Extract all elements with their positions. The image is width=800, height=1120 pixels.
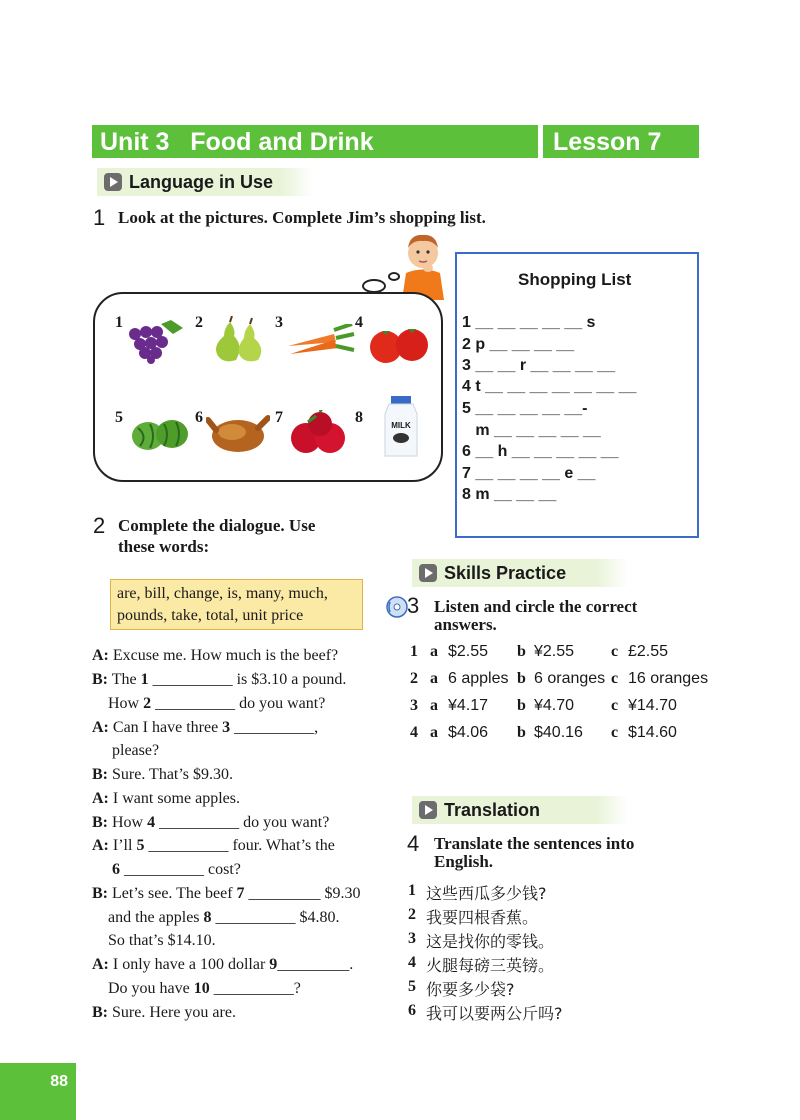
unit-title: Unit 3 Food and Drink: [92, 125, 538, 158]
apples-icon: [286, 410, 350, 456]
question-number: 4: [407, 831, 420, 856]
translation-number: 5: [408, 978, 416, 995]
section-tag-translation: [412, 796, 628, 824]
translation-sentence: 我可以要两公斤吗?: [426, 1004, 563, 1023]
picture-number: 6: [195, 409, 203, 426]
option-b[interactable]: ¥4.70: [534, 697, 575, 714]
translation-number: 1: [408, 882, 416, 899]
option-a-label: a: [430, 643, 438, 660]
option-b-label: b: [517, 643, 526, 660]
dialogue-line: B: Let’s see. The beef 7 _________ $9.30: [92, 885, 361, 902]
shopping-list-line: 2 p __ __ __ __: [462, 336, 575, 353]
question-instruction: Listen and circle the correct: [434, 597, 638, 616]
option-b[interactable]: $40.16: [534, 724, 583, 741]
question-instruction: Translate the sentences into: [434, 834, 635, 853]
option-a[interactable]: $4.06: [448, 724, 489, 741]
question-number: 2: [93, 513, 106, 538]
option-a[interactable]: $2.55: [448, 643, 489, 660]
translation-sentence: 这是找你的零钱。: [426, 932, 555, 951]
picture-number: 1: [115, 314, 123, 331]
question-number: 1: [93, 205, 106, 230]
thought-dot: [388, 272, 400, 281]
dialogue-line: A: Excuse me. How much is the beef?: [92, 647, 339, 664]
dialogue-line: A: Can I have three 3 __________,: [92, 719, 319, 736]
shopping-list-line: m __ __ __ __ __: [462, 422, 601, 439]
shopping-list-line: 4 t __ __ __ __ __ __ __: [462, 378, 637, 395]
option-b[interactable]: ¥2.55: [534, 643, 575, 660]
answer-row-number: 2: [410, 670, 418, 687]
word-box: [110, 579, 363, 630]
carrots-icon: [284, 324, 356, 360]
option-c[interactable]: ¥14.70: [628, 697, 677, 714]
dialogue-line: B: Sure. Here you are.: [92, 1004, 236, 1021]
section-tag-skills: [412, 559, 628, 587]
dialogue-line: B: Sure. That’s $9.30.: [92, 766, 234, 783]
page-number: 88: [0, 1063, 76, 1120]
question-number: 3: [407, 593, 420, 618]
translation-sentence: 你要多少袋?: [426, 980, 515, 999]
picture-number: 5: [115, 409, 123, 426]
section-tag-language: [97, 168, 313, 196]
option-c-label: c: [611, 670, 619, 687]
picture-number: 2: [195, 314, 203, 331]
dialogue-line: How 2 __________ do you want?: [92, 695, 326, 712]
answer-row-number: 1: [410, 643, 418, 660]
play-arrow-icon: [419, 801, 437, 819]
option-b-label: b: [517, 724, 526, 741]
grapes-icon: [125, 318, 187, 364]
translation-number: 6: [408, 1002, 416, 1019]
picture-number: 4: [355, 314, 363, 331]
tomatoes-icon: [368, 325, 432, 365]
dialogue-line: So that’s $14.10.: [92, 932, 216, 949]
option-a-label: a: [430, 724, 438, 741]
option-c[interactable]: 16 oranges: [628, 670, 709, 687]
translation-sentence: 火腿每磅三英镑。: [426, 956, 555, 975]
option-b[interactable]: 6 oranges: [534, 670, 606, 687]
option-c[interactable]: $14.60: [628, 724, 677, 741]
watermelons-icon: [130, 416, 190, 452]
play-arrow-icon: [104, 173, 122, 191]
translation-number: 4: [408, 954, 416, 971]
option-a[interactable]: 6 apples: [448, 670, 509, 687]
question-instruction: Complete the dialogue. Use: [118, 516, 316, 535]
shopping-list-line: 3 __ __ r __ __ __ __: [462, 357, 616, 374]
shopping-list-line: 7 __ __ __ __ e __: [462, 465, 596, 482]
translation-number: 2: [408, 906, 416, 923]
boy-thinking-illustration: [398, 228, 448, 300]
shopping-list-line: 8 m __ __ __: [462, 486, 557, 503]
shopping-list-title: Shopping List: [518, 270, 632, 289]
dialogue-line: A: I’ll 5 __________ four. What’s the: [92, 837, 335, 854]
picture-number: 8: [355, 409, 363, 426]
pears-icon: [210, 316, 272, 364]
picture-number: 3: [275, 314, 283, 331]
section-label: Skills Practice: [444, 563, 567, 583]
milk-label: MILK: [391, 421, 411, 430]
option-a-label: a: [430, 697, 438, 714]
option-a[interactable]: ¥4.17: [448, 697, 489, 714]
shopping-list-line: 5 __ __ __ __ __-: [462, 400, 588, 417]
dialogue-line: please?: [92, 742, 160, 759]
dialogue-line: A: I only have a 100 dollar 9_________.: [92, 956, 354, 973]
shopping-list-line: 6 __ h __ __ __ __ __: [462, 443, 619, 460]
dialogue-line: Do you have 10 __________?: [92, 980, 301, 997]
question-instruction: answers.: [434, 615, 497, 634]
question-instruction: English.: [434, 852, 494, 871]
option-b-label: b: [517, 670, 526, 687]
option-c-label: c: [611, 724, 619, 741]
answer-row-number: 4: [410, 724, 418, 741]
play-arrow-icon: [419, 564, 437, 582]
thought-dot: [362, 279, 386, 293]
translation-sentence: 这些西瓜多少钱?: [426, 884, 547, 903]
dialogue-line: 6 __________ cost?: [112, 861, 241, 878]
answer-row-number: 3: [410, 697, 418, 714]
shopping-list-line: 1 __ __ __ __ __ s: [462, 314, 596, 331]
question-instruction: Look at the pictures. Complete Jim’s shopping list.: [118, 208, 486, 227]
translation-sentence: 我要四根香蕉。: [426, 908, 539, 927]
audio-cd-icon: [386, 596, 408, 618]
option-c-label: c: [611, 697, 619, 714]
dialogue-line: B: The 1 __________ is $3.10 a pound.: [92, 671, 347, 688]
question-instruction: these words:: [118, 537, 210, 556]
picture-number: 7: [275, 409, 283, 426]
milk-icon: [383, 396, 419, 458]
chicken-icon: [206, 410, 270, 454]
option-c[interactable]: £2.55: [628, 643, 669, 660]
option-b-label: b: [517, 697, 526, 714]
translation-number: 3: [408, 930, 416, 947]
option-c-label: c: [611, 643, 619, 660]
option-a-label: a: [430, 670, 438, 687]
word-box-line: pounds, take, total, unit price: [117, 607, 304, 624]
dialogue-line: A: I want some apples.: [92, 790, 240, 807]
section-label: Translation: [444, 800, 541, 820]
section-label: Language in Use: [129, 172, 274, 192]
dialogue-line: and the apples 8 __________ $4.80.: [92, 909, 340, 926]
dialogue-line: B: How 4 __________ do you want?: [92, 814, 330, 831]
lesson-title: Lesson 7: [543, 125, 699, 158]
word-box-line: are, bill, change, is, many, much,: [117, 585, 328, 602]
